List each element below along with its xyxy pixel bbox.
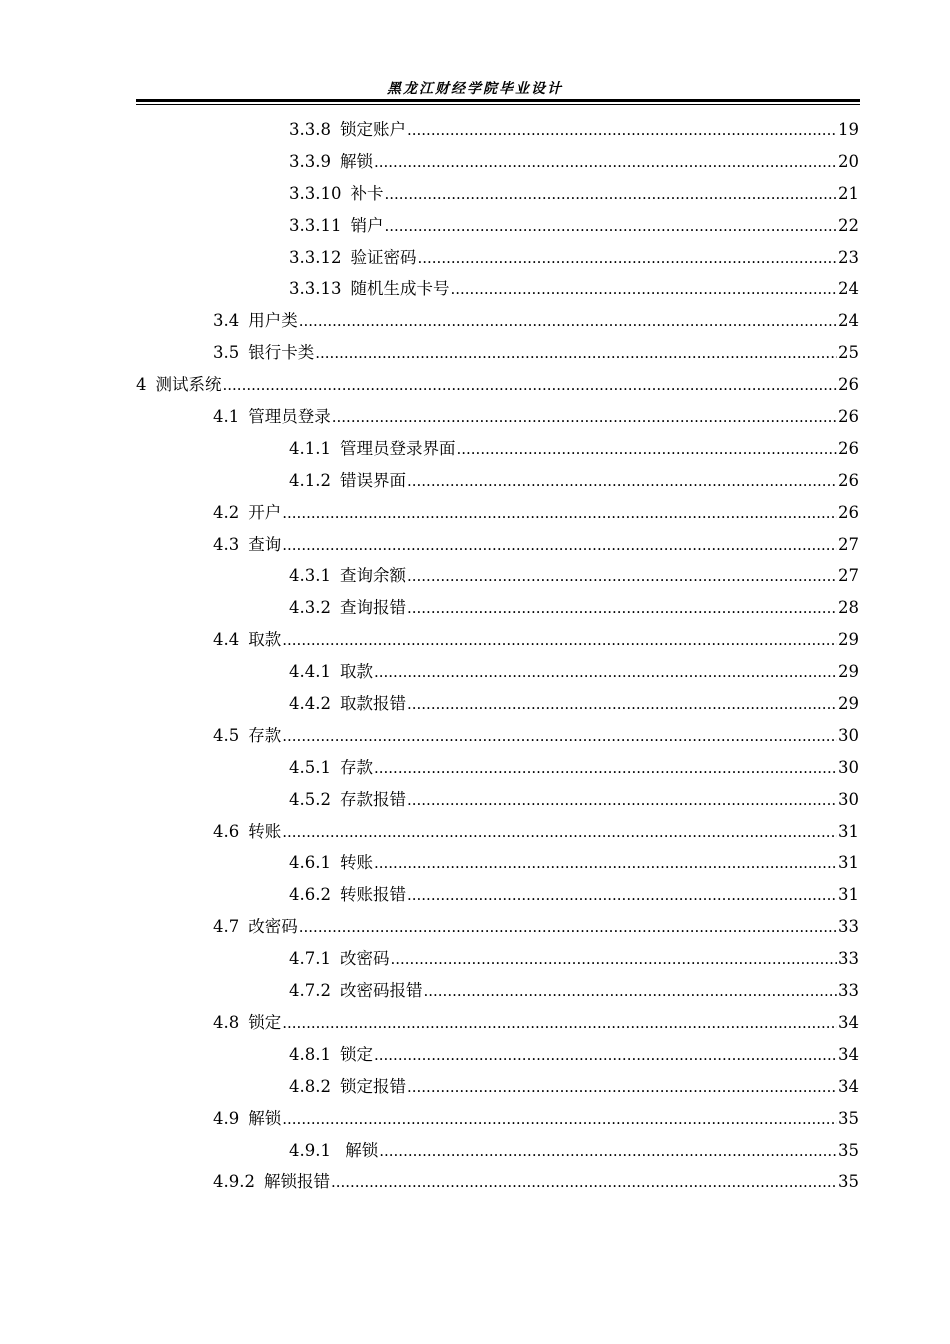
toc-dot-leader — [456, 440, 837, 458]
toc-entry-page-number: 34 — [838, 1076, 859, 1096]
toc-entry-number: 3.3.13 — [289, 279, 342, 299]
toc-entry-page-number: 33 — [838, 917, 859, 937]
toc-entry-number: 3.3.8 — [289, 120, 331, 139]
toc-entry-title: 锁定 — [248, 1012, 282, 1032]
toc-entry-number: 4.6 — [213, 821, 240, 841]
toc-entry-page-number: 34 — [838, 1044, 859, 1064]
toc-entry[interactable] — [136, 1073, 859, 1105]
toc-entry-title: 改密码报错 — [339, 981, 423, 1001]
toc-entry-title: 随机生成卡号 — [350, 279, 450, 299]
toc-entry-number: 4.9.2 — [213, 1172, 255, 1192]
toc-dot-leader — [374, 854, 837, 872]
toc-entry[interactable] — [136, 1105, 859, 1137]
header-rule-thin — [136, 104, 860, 105]
toc-entry-title: 取款报错 — [339, 694, 406, 714]
toc-dot-leader — [407, 121, 837, 139]
toc-entry-page-number: 33 — [838, 981, 859, 1001]
toc-dot-leader — [384, 217, 837, 235]
toc-entry-title: 存款 — [339, 757, 373, 777]
toc-entry[interactable] — [136, 116, 859, 148]
toc-entry-title: 取款 — [248, 630, 282, 650]
toc-dot-leader — [332, 408, 837, 426]
toc-dot-leader — [407, 886, 837, 904]
toc-entry[interactable] — [136, 339, 859, 371]
toc-dot-leader — [417, 249, 837, 267]
toc-entry[interactable] — [136, 1041, 859, 1073]
toc-dot-leader — [223, 376, 838, 394]
toc-entry-title: 管理员登录 — [248, 407, 331, 427]
toc-entry-page-number: 24 — [838, 279, 859, 299]
toc-entry-title: 用户类 — [248, 311, 298, 331]
toc-entry-page-number: 24 — [838, 311, 859, 331]
toc-dot-leader — [299, 918, 837, 936]
toc-dot-leader — [282, 1110, 837, 1128]
toc-entry-number: 4.9 — [213, 1108, 240, 1128]
toc-entry-number: 4.4.2 — [289, 694, 331, 714]
toc-entry-number: 4.9.1 — [289, 1140, 331, 1160]
toc-entry-number: 4.2 — [213, 502, 240, 522]
toc-entry[interactable] — [136, 849, 859, 881]
toc-entry-title: 银行卡类 — [248, 343, 315, 363]
toc-dot-leader — [390, 950, 837, 968]
toc-entry-page-number: 35 — [838, 1108, 859, 1128]
toc-dot-leader — [407, 599, 837, 617]
toc-dot-leader — [374, 759, 837, 777]
toc-entry[interactable] — [136, 913, 859, 945]
toc-entry[interactable] — [136, 467, 859, 499]
toc-entry-title: 验证密码 — [350, 247, 417, 267]
toc-entry-title: 改密码 — [248, 917, 298, 937]
toc-entry-number: 3.3.11 — [289, 215, 342, 235]
toc-entry-number: 4.1 — [213, 407, 240, 427]
toc-dot-leader — [282, 823, 837, 841]
toc-entry[interactable] — [136, 658, 859, 690]
toc-entry[interactable] — [136, 881, 859, 913]
toc-entry-title: 管理员登录界面 — [339, 438, 456, 458]
toc-entry[interactable] — [136, 435, 859, 467]
toc-entry-title: 转账 — [339, 853, 373, 873]
toc-entry-number: 3.3.9 — [289, 151, 331, 171]
toc-entry[interactable] — [136, 403, 859, 435]
toc-dot-leader — [407, 791, 837, 809]
toc-entry-page-number: 29 — [838, 694, 859, 714]
toc-entry-title: 取款 — [339, 662, 373, 682]
toc-entry-title: 解锁报错 — [263, 1172, 330, 1192]
toc-entry-title: 解锁 — [248, 1108, 282, 1128]
toc-entry-title: 错误界面 — [339, 470, 406, 490]
toc-entry[interactable] — [136, 1009, 859, 1041]
toc-entry[interactable] — [136, 307, 859, 339]
toc-entry-title: 锁定账户 — [339, 120, 406, 139]
toc-entry-title: 解锁 — [339, 151, 373, 171]
toc-entry-number: 4.7.1 — [289, 949, 331, 969]
toc-entry-title: 开户 — [248, 502, 282, 522]
toc-entry-title: 存款报错 — [339, 789, 406, 809]
toc-dot-leader — [299, 312, 837, 330]
toc-entry-number: 4.8.2 — [289, 1076, 331, 1096]
toc-entry-page-number: 21 — [838, 183, 859, 203]
toc-entry[interactable] — [136, 275, 859, 307]
toc-entry-page-number: 22 — [838, 215, 859, 235]
toc-dot-leader — [379, 1142, 837, 1160]
toc-dot-leader — [282, 1014, 837, 1032]
toc-entry[interactable] — [136, 722, 859, 754]
toc-dot-leader — [374, 663, 837, 681]
toc-entry[interactable] — [136, 977, 859, 1009]
table-of-contents — [136, 116, 859, 1200]
toc-entry-page-number: 27 — [838, 566, 859, 586]
toc-entry[interactable] — [136, 244, 859, 276]
toc-entry-page-number: 35 — [838, 1140, 859, 1160]
toc-entry-page-number: 33 — [838, 949, 859, 969]
toc-entry-number: 4.3.1 — [289, 566, 331, 586]
toc-entry[interactable] — [136, 562, 859, 594]
toc-entry-page-number: 34 — [838, 1012, 859, 1032]
toc-entry-title: 改密码 — [339, 949, 390, 969]
toc-entry-title: 查询 — [248, 534, 282, 554]
toc-dot-leader — [407, 1078, 837, 1096]
toc-entry-number: 4.5.2 — [289, 789, 331, 809]
toc-entry-page-number: 28 — [838, 598, 859, 618]
toc-entry-title: 查询报错 — [339, 598, 406, 618]
toc-entry-page-number: 26 — [838, 407, 859, 427]
toc-dot-leader — [407, 472, 837, 490]
toc-entry-page-number: 31 — [838, 853, 859, 873]
toc-entry-number: 4.8.1 — [289, 1044, 331, 1064]
toc-entry-number: 4.3 — [213, 534, 240, 554]
toc-entry-number: 4.1.1 — [289, 438, 331, 458]
toc-entry[interactable] — [136, 594, 859, 626]
toc-entry-page-number: 30 — [838, 757, 859, 777]
toc-entry-page-number: 26 — [838, 375, 859, 395]
toc-entry-page-number: 19 — [838, 120, 859, 139]
toc-entry-number: 4.1.2 — [289, 470, 331, 490]
toc-entry[interactable] — [136, 180, 859, 212]
toc-entry[interactable] — [136, 531, 859, 563]
toc-entry-number: 4.7.2 — [289, 981, 331, 1001]
toc-dot-leader — [374, 153, 837, 171]
toc-entry-number: 4.8 — [213, 1012, 240, 1032]
toc-entry-title: 测试系统 — [155, 375, 222, 395]
toc-entry[interactable] — [136, 499, 859, 531]
toc-dot-leader — [282, 631, 837, 649]
toc-entry-title: 解锁 — [339, 1140, 379, 1160]
toc-entry-page-number: 25 — [838, 343, 859, 363]
toc-dot-leader — [374, 1046, 837, 1064]
toc-entry-page-number: 31 — [838, 821, 859, 841]
toc-entry-number: 4.6.1 — [289, 853, 331, 873]
toc-entry-title: 锁定报错 — [339, 1076, 406, 1096]
toc-entry-page-number: 23 — [838, 247, 859, 267]
toc-entry-number: 4.7 — [213, 917, 240, 937]
toc-entry-number: 4.3.2 — [289, 598, 331, 618]
toc-dot-leader — [407, 695, 837, 713]
toc-entry-number: 4.4 — [213, 630, 240, 650]
toc-entry-page-number: 20 — [838, 151, 859, 171]
toc-entry-title: 补卡 — [350, 183, 384, 203]
toc-entry[interactable] — [136, 212, 859, 244]
toc-entry-page-number: 26 — [838, 470, 859, 490]
toc-dot-leader — [282, 536, 837, 554]
header-rule-thick — [136, 99, 860, 102]
toc-dot-leader — [423, 982, 837, 1000]
toc-entry[interactable] — [136, 626, 859, 658]
toc-entry-title: 转账 — [248, 821, 282, 841]
toc-entry-page-number: 27 — [838, 534, 859, 554]
toc-dot-leader — [407, 567, 837, 585]
toc-entry-page-number: 30 — [838, 725, 859, 745]
toc-dot-leader — [282, 504, 837, 522]
toc-entry[interactable] — [136, 818, 859, 850]
toc-entry-page-number: 26 — [838, 438, 859, 458]
toc-entry-page-number: 29 — [838, 630, 859, 650]
toc-entry-page-number: 29 — [838, 662, 859, 682]
toc-dot-leader — [315, 344, 837, 362]
toc-entry-number: 3.4 — [213, 311, 240, 331]
toc-dot-leader — [450, 280, 837, 298]
toc-entry-number: 4.4.1 — [289, 662, 331, 682]
toc-entry[interactable] — [136, 1137, 859, 1169]
toc-entry-title: 查询余额 — [339, 566, 406, 586]
toc-entry-number: 4.6.2 — [289, 885, 331, 905]
page-header-title: 黑龙江财经学院毕业设计 — [387, 81, 563, 97]
toc-entry[interactable] — [136, 690, 859, 722]
toc-entry-page-number: 26 — [838, 502, 859, 522]
toc-entry-title: 销户 — [350, 215, 384, 235]
toc-entry-title: 转账报错 — [339, 885, 406, 905]
toc-dot-leader — [282, 727, 837, 745]
toc-entry-page-number: 30 — [838, 789, 859, 809]
toc-entry-title: 存款 — [248, 725, 282, 745]
toc-entry[interactable] — [136, 786, 859, 818]
toc-entry-number: 4 — [136, 375, 147, 395]
toc-dot-leader — [331, 1173, 837, 1191]
toc-entry[interactable] — [136, 148, 859, 180]
toc-entry-title: 锁定 — [339, 1044, 373, 1064]
toc-entry-number: 3.3.12 — [289, 247, 342, 267]
toc-entry-number: 4.5 — [213, 725, 240, 745]
toc-dot-leader — [384, 185, 837, 203]
toc-entry[interactable] — [136, 945, 859, 977]
toc-entry-number: 3.5 — [213, 343, 240, 363]
toc-entry-page-number: 35 — [838, 1172, 859, 1192]
toc-entry[interactable] — [136, 371, 859, 403]
toc-entry[interactable] — [136, 754, 859, 786]
toc-entry-number: 4.5.1 — [289, 757, 331, 777]
toc-entry-number: 3.3.10 — [289, 183, 342, 203]
toc-entry-page-number: 31 — [838, 885, 859, 905]
toc-entry[interactable] — [136, 1168, 859, 1200]
